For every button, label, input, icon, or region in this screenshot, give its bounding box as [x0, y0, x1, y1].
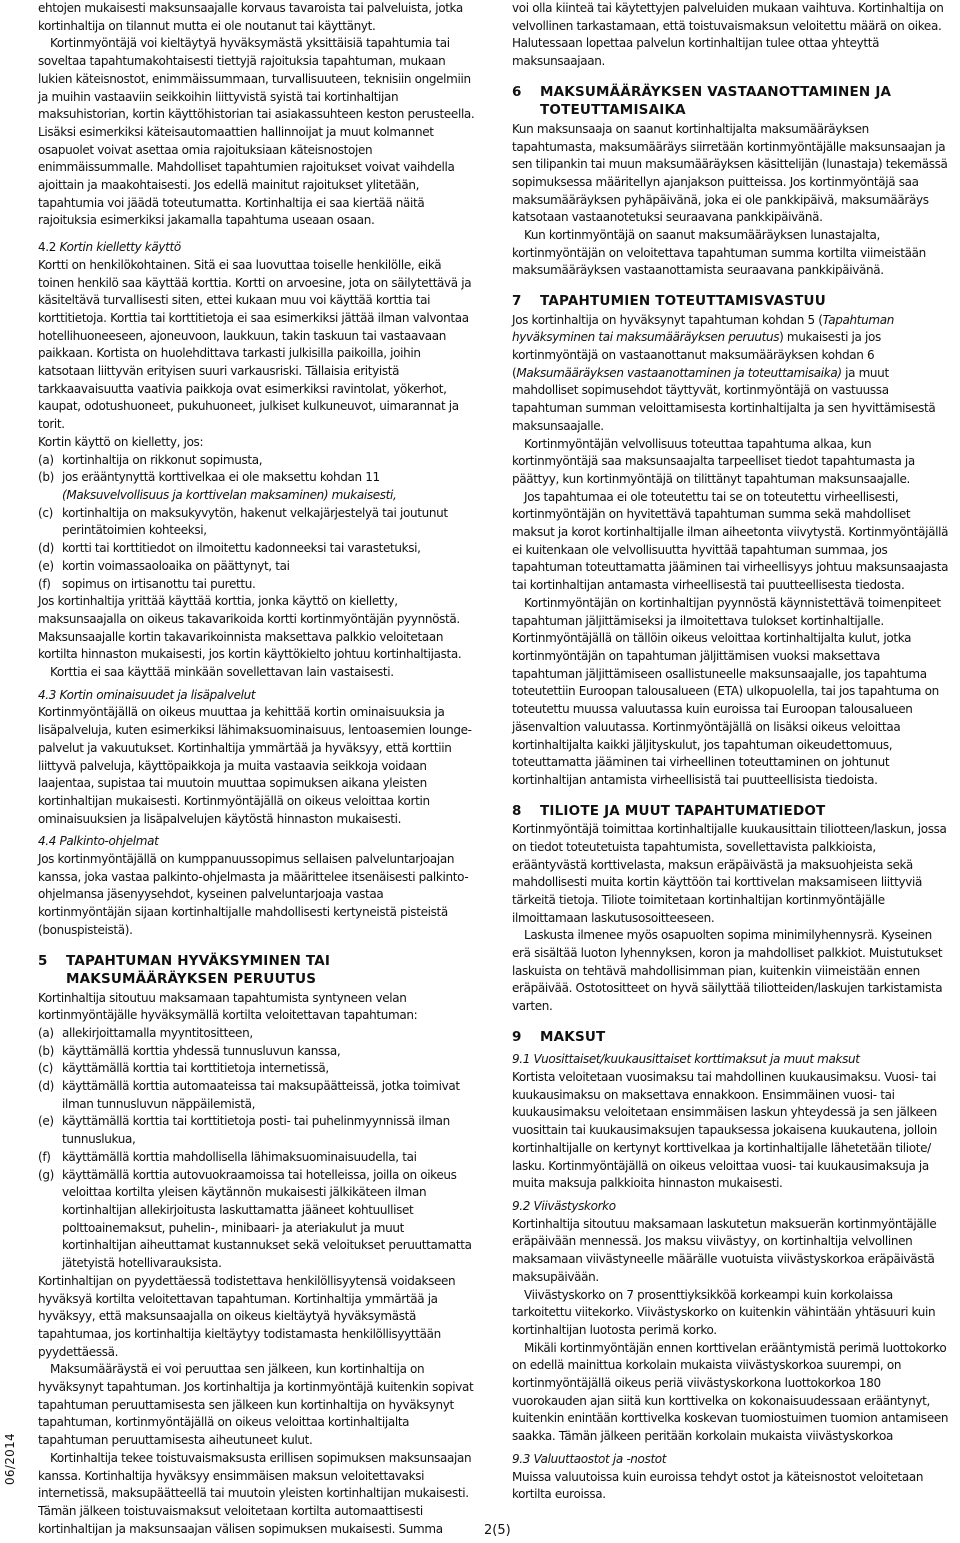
- paragraph: voi olla kiinteä tai käytettyjen palveluiden mukaan vaihtuva. Kortinhaltija on velvollinen tarkastamaan, että toistuvaismaksun veloitettu määrä on oikea. Halutessaan lopettaa palvelun kortinhaltijan tulee ottaa yhteyttä maksunsaajaan.: [512, 1, 944, 69]
- list-item: (e) kortin voimassaoloaika on päättynyt, tai: [38, 558, 290, 573]
- document-date: 06/2014: [3, 1433, 17, 1485]
- list-item: (d) käyttämällä korttia automaateissa tai maksupäätteissä, jotka toimivat ilman tunnusluvun näppäilemistä,: [38, 1079, 460, 1111]
- subsection-heading: [38, 239, 478, 257]
- paragraph: Jos kortinhaltija yrittää käyttää korttia, jonka käyttö on kielletty, maksunsaajalla on oikeus takavarikoida kortti kortinmyöntäjän pyynnöstä. Maksunsaajalle kortin takavarikoinnista maksettava palkkio veloitetaan kortilta hinnaston mukaisesti, jos kortin käyttökielto johtuu kortinhaltijasta.: [38, 594, 462, 662]
- list-item: (f) käyttämällä korttia mahdollisella lähimaksuominaisuudella, tai: [38, 1149, 417, 1164]
- list-item: (c) kortinhaltija on maksukyvytön, hakenut velkajärjestelyä tai joutunut perintätoimien kohteeksi,: [38, 505, 448, 538]
- subsection-heading: 4.4 Palkinto-ohjelmat: [38, 834, 159, 849]
- list-item: (e) käyttämällä korttia tai korttitietoja posti- tai puhelinmyynnissä ilman tunnuslukua,: [38, 1114, 450, 1147]
- prohibited-use-list: [38, 452, 478, 594]
- page-number: 2(5): [484, 1523, 511, 1538]
- subsection-heading: 9.3 Valuuttaostot ja -nostot: [512, 1451, 667, 1466]
- list-item: (Maksuvelvollisuus ja korttivelan maksaminen) mukaisesti,: [62, 487, 397, 502]
- paragraph: Maksumääräystä ei voi peruuttaa sen jälkeen, kun kortinhaltija on hyväksynyt tapahtuman. Jos kortinhaltija ja kortinmyöntäjä kuitenkin sopivat tapahtuman peruuttamisesta sen jälkeen kun kortinhaltija on hyväksynyt tapahtuman, kortinmyöntäjällä on oikeus veloittaa kortinhaltijalta tapahtuman peruuttamisesta aiheutuneet kulut.: [38, 1362, 474, 1448]
- left-column: [38, 0, 478, 1538]
- subsection-number: 4.2: [38, 240, 57, 255]
- paragraph: Kortinmyöntäjä voi kieltäytyä hyväksymästä yksittäisiä tapahtumia tai soveltaa tapahtumakohtaisesti tiettyjä rajoituksia tapahtuman, mukaan lukien käteisnostot, enimmäissummaan, turvallisuuteen, teknisiin ongelmiin ja muihin vastaaviin seikkoihin liittyvistä syistä tai kortinhaltijan maksuhistorian, kortin käyttöhistorian tai asiakassuhteen keston perusteella. Lisäksi esimerkiksi käteisautomaattien hallinnoijat ja muut kolmannet osapuolet voivat asettaa omia rajoituksiaan käteisnostojen enimmäissummalle. Mahdolliset tapahtumien rajoitukset voivat vaihdella ajoittain ja maakohtaisesti. Jos edellä mainitut rajoitukset ylitetään, tapahtumia voi jäädä toteutumatta. Kortinhaltija ei saa kiertää näitä rajoituksia esimerkiksi jakamalla tapahtuma useaan osaan.: [38, 36, 475, 228]
- subsection-title: Kortin kielletty käyttö: [59, 240, 181, 255]
- list-item: (g) käyttämällä korttia autovuokraamoissa tai hotelleissa, joilla on oikeus veloittaa kortilta yleisen käytännön mukaisesti jälkikäteen ilman kortinhaltijan allekirjoitusta laskuttamatta jääneet kohtuulliset polttoainemaksut, puhelin-, minibaari- ja ateriakulut ja muut kortinhaltijan aiheuttamat kustannukset sekä veloitukset peruuttamatta jätetyistä hotellivarauksista.: [38, 1167, 472, 1271]
- paragraph: Kortinhaltijan on pyydettäessä todistettava henkilöllisyytensä voidakseen hyväksyä kortilta veloitettavan tapahtuman. Kortinhaltija ymmärtää ja hyväksyy, että maksunsaajalla on oikeus kieltäytyä hyväksymästä tapahtumaa, jos kortinhaltija kieltäytyy todistamasta henkilöllisyyttään pyydettäessä.: [38, 1273, 456, 1359]
- paragraph: Kortinmyöntäjä toimittaa kortinhaltijalle kuukausittain tiliotteen/laskun, jossa on tiedot toteutetuista tapahtumista, sovellettavista palkkioista, erääntyvästä korttivelasta, maksun eräpäivästä ja maksuohjeista sekä mahdollisesti muita kortin käyttöön tai korttivelan maksamiseen liittyviä tärkeitä tietoja. Tiliote toimitetaan kortinhaltijan kortinmyöntäjälle ilmoittamaan laskutusosoitteeseen.: [512, 822, 947, 925]
- paragraph: Kortinhaltija sitoutuu maksamaan tapahtumista syntyneen velan kortinmyöntäjälle hyväksymällä kortilta veloitettavan tapahtuman:: [38, 990, 418, 1023]
- list-item: (a) kortinhaltija on rikkonut sopimusta,: [38, 452, 263, 467]
- paragraph: Kortinmyöntäjän velvollisuus toteuttaa tapahtuma alkaa, kun kortinmyöntäjä saa maksunsaajalta tarpeelliset tiedot tapahtumasta ja päättyy, kun kortinmyöntäjä on tilittänyt tapahtuman maksunsaajalle.: [512, 436, 915, 486]
- list-item: (f) sopimus on irtisanottu tai purettu.: [38, 576, 256, 591]
- subsection-heading: 4.3 Kortin ominaisuudet ja lisäpalvelut: [38, 687, 256, 702]
- paragraph: ehtojen mukaisesti maksunsaajalle korvaus tavaroista tai palveluista, jotka kortinhaltija on tilannut mutta ei ole noutanut tai käyttänyt.: [38, 1, 463, 33]
- subsection-heading: 9.1 Vuosittaiset/kuukausittaiset korttimaksut ja muut maksut: [512, 1052, 860, 1067]
- section-heading: 6 MAKSUMÄÄRÄYKSEN VASTAANOTTAMINEN JA TOTEUTTAMISAIKA: [512, 83, 892, 119]
- paragraph: Kun kortinmyöntäjä on saanut maksumääräyksen lunastajalta, kortinmyöntäjän on veloitettava tapahtuman summa kortilta viimeistään maksumääräyksen vastaanottamista seuraavana pankkipäivänä.: [512, 228, 926, 278]
- paragraph: Kortinhaltija sitoutuu maksamaan laskutetun maksuerän kortinmyöntäjälle eräpäivään mennessä. Jos maksu viivästyy, on kortinhaltija velvollinen maksamaan viivästyneelle määrälle vuotuista viivästyskorkoa eräpäivästä maksupäivään.: [512, 1216, 937, 1284]
- paragraph: Jos tapahtumaa ei ole toteutettu tai se on toteutettu virheellisesti, kortinmyöntäjän on hyvitettävä tapahtuman summa sekä mahdolliset maksut ja korot kortinhaltijalle ilman aiheetonta viivytystä. Kortinmyöntäjällä ei kuitenkaan ole velvollisuutta hyvittää tapahtuman summaa, jos tapahtuman toteuttamatta jääminen tai virheellisyys johtuu maksunsaajasta tai kortinhaltijan antamasta virheellisestä tai puutteellisesta tiedosta.: [512, 489, 949, 593]
- paragraph: Kortista veloitetaan vuosimaksu tai mahdollinen kuukausimaksu. Vuosi- tai kuukausimaksu on maksettava ennakkoon. Ensimmäinen vuosi- tai kuukausimaksu veloitetaan ensimmäisen laskun yhteydessä ja sen jälkeen vuosittain tai kuukausimaksujen tapauksessa jokaisena kuukautena, jolloin kortinhaltijalle on kertynyt korttivelkaa ja kortinhaltijalle lähetetään tiliote/ lasku. Kortinmyöntäjällä on oikeus veloittaa vuosi- tai kuukausimaksuja ja muita maksuja palkkioita hinnaston mukaisesti.: [512, 1070, 938, 1191]
- section-heading: 9 MAKSUT: [512, 1028, 606, 1045]
- list-item: (b) käyttämällä korttia yhdessä tunnusluvun kanssa,: [38, 1043, 341, 1058]
- section-heading: 7 TAPAHTUMIEN TOTEUTTAMISVASTUU: [512, 293, 826, 310]
- list-item: (c) käyttämällä korttia tai korttitietoja internetissä,: [38, 1061, 329, 1076]
- paragraph: Jos kortinhaltija on hyväksynyt tapahtuman kohdan 5 (Tapahtuman hyväksyminen tai maksumääräyksen peruutus) mukaisesti ja jos kortinmyöntäjä on vastaanottanut maksumääräyksen kohdan 6 (Maksumääräyksen vastaanottaminen ja toteuttamisaika) ja muut mahdolliset sopimusehdot täyttyvät, kortinmyöntäjä on vastuussa tapahtuman summan veloittamisesta kortinhaltijalta ja sen hyvittämisestä maksunsaajalle.: [512, 312, 936, 433]
- paragraph: Kun maksunsaaja on saanut kortinhaltijalta maksumääräyksen tapahtumasta, maksumääräys siirretään kortinmyöntäjälle maksunsaajan ja sen tilipankin tai muun maksumääräyksen käsittelijän (lunastaja) tekemässä sopimuksessa määritellyn ajanjakson puitteissa. Jos kortinmyöntäjä saa maksumääräyksen pyhäpäivänä, joka ei ole pankkipäivä, maksumääräys katsotaan vastaanotetuksi seuraavana pankkipäivänä.: [512, 121, 948, 225]
- subsection-heading: 9.2 Viivästyskorko: [512, 1198, 616, 1213]
- paragraph: Mikäli kortinmyöntäjän ennen korttivelan erääntymistä perimä luottokorko on edellä mainittua korkolain mukaista viivästyskorkoa suurempi, on kortinmyöntäjällä oikeus periä viivästyskorkona luottokorkoa 180 vuorokauden ajan siitä kun korttivelka on kokonaisuudessaan erääntynyt, kuitenkin enintään korttivelka koskevan tuomiostuimen tuomion antamiseen saakka. Tämän jälkeen peritään korkolain mukaista viivästyskorkoa: [512, 1340, 949, 1444]
- paragraph: Jos kortinmyöntäjällä on kumppanuussopimus sellaisen palveluntarjoajan kanssa, joka vastaa palkinto-ohjelmasta ja määrittelee itsenäisesti palkinto-ohjelmansa jäsenyysehdot, kyseinen palveluntarjoaja vastaa kortinmyöntäjän sijaan kortinhaltijalle mahdollisesti kertyneistä pisteistä (bonuspisteistä).: [38, 852, 469, 937]
- paragraph: Muissa valuutoissa kuin euroissa tehdyt ostot ja käteisnostot veloitetaan kortilta euroissa.: [512, 1469, 924, 1502]
- list-item: (b) jos erääntynyttä korttivelkaa ei ole maksettu kohdan 11: [38, 470, 380, 485]
- approval-methods-list: [38, 1025, 478, 1273]
- paragraph: Kortin käyttö on kielletty, jos:: [38, 434, 204, 449]
- paragraph: Kortinhaltija tekee toistuvaismaksusta erillisen sopimuksen maksunsaajan kanssa. Kortinhaltija hyväksyy ensimmäisen maksun veloitettavaksi internetissä, maksupäätteellä tai muutoin yleisten kortinhaltijan mukaisesti. Tämän jälkeen toistuvaismaksut veloitetaan kortilta automaattisesti kortinhaltijan ja maksunsaajan välisen sopimuksen mukaisesti. Summa: [38, 1450, 472, 1536]
- section-heading: 5 TAPAHTUMAN HYVÄKSYMINEN TAI MAKSUMÄÄRÄYKSEN PERUUTUS: [38, 952, 331, 988]
- paragraph: Kortti on henkilökohtainen. Sitä ei saa luovuttaa toiselle henkilölle, eikä toinen henkilö saa käyttää korttia. Kortti on arvoesine, jota on säilytettävä ja käsiteltävä turvallisesti siten, ettei kukaan muu voi käyttää korttia tai korttitietoja. Korttia tai korttitietoja ei saa esimerkiksi jättää ilman valvontaa hotellihuoneeseen, ajoneuvoon, laukkuun, takin taskuun tai vastaavaan paikkaan. Kortista on huolehdittava tarkasti julkisilla paikoilla, joihin katsotaan liittyvän erityisen suuri varkausriski. Tällaisia erityistä tarkkaavaisuutta vaativia paikkoja ovat esimerkiksi ravintolat, yökerhot, kaupat, odotushuoneet, pukuhuoneet, julkiset kulkuneuvot, uimarannat ja torit.: [38, 257, 472, 432]
- paragraph: Korttia ei saa käyttää minkään sovellettavan lain vastaisesti.: [50, 665, 394, 680]
- paragraph: Kortinmyöntäjällä on oikeus muuttaa ja kehittää kortin ominaisuuksia ja lisäpalveluja, kuten esimerkiksi lähimaksuominaisuus, lentoasemien lounge-palvelut ja vakuutukset. Kortinhaltija ymmärtää ja hyväksyy, että korttiin liittyvä palveluja, käyttöpaikkoja ja muita vastaavia seikkoja voidaan laajentaa, supistaa tai muutoin muuttaa sopimuksen aikana yleisten kortinhaltijan mukaisesti. Kortinmyöntäjällä on oikeus veloittaa kortin ominaisuuksien ja lisäpalvelujen käytöstä hinnaston mukaisesti.: [38, 705, 472, 826]
- right-column: [512, 0, 952, 1504]
- paragraph: Kortinmyöntäjän on kortinhaltijan pyynnöstä käynnistettävä toimenpiteet tapahtuman jäljittämiseksi ja ilmoitettava tulokset kortinhaltijalle. Kortinmyöntäjällä on tällöin oikeus veloittaa kortinhaltijalta kulut, jotka kortinmyöntäjän on tapahtuman jäljittämisen vuoksi maksettava tapahtuman jäljittämiseen osallistuneelle maksunsaajalle, jos tapahtuma toteutettiin Euroopan talousalueen (ETA) ulkopuolella, tai jos tapahtuma on toteutettu muussa valuutassa kuin euroissa tai Euroopan talousalueen jäsenvaltion valuutassa. Kortinmyöntäjällä on lisäksi oikeus veloittaa kortinhaltijalta kaikki jäljityskulut, jos tapahtuman oikeudettomuus, toteuttamatta jääminen tai virheellinen toteuttaminen on johtunut kortinhaltijan antamista virheellisistä tai puutteellisista tiedoista.: [512, 595, 941, 787]
- paragraph: Viivästyskorko on 7 prosenttiyksikköä korkeampi kuin korkolaissa tarkoitettu viitekorko. Viivästyskorko on kuitenkin vähintään yhtäsuuri kuin kortinhaltijan luotosta perimä korko.: [512, 1287, 936, 1337]
- list-item: (d) kortti tai korttitiedot on ilmoitettu kadonneeksi tai varastetuksi,: [38, 541, 421, 556]
- list-item: (a) allekirjoittamalla myyntitositteen,: [38, 1025, 253, 1040]
- paragraph: Laskusta ilmenee myös osapuolten sopima minimilyhennysrä. Kyseinen erä sisältää luoton lyhennyksen, koron ja mahdolliset palkkiot. Muistutukset laskuista on tehtävä mahdollisimman pian, kuitenkin viimeistään ennen eräpäivää. Ostotositteet on hyvä säilyttää tiliotteiden/laskujen tarkistamista varten.: [512, 928, 943, 1014]
- section-heading: 8 TILIOTE JA MUUT TAPAHTUMATIEDOT: [512, 802, 826, 819]
